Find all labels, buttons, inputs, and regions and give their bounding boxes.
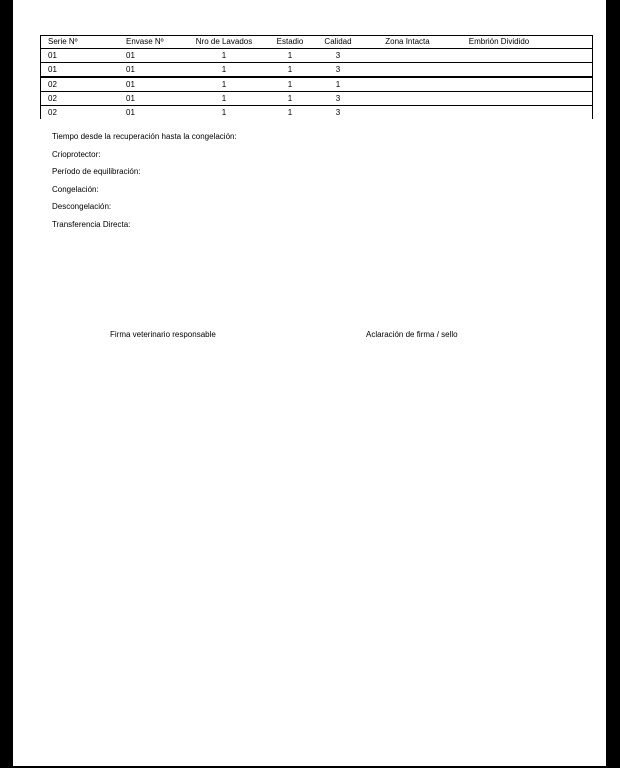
cell-calidad: 1: [335, 80, 341, 89]
cell-embrion-dividido: [455, 106, 543, 120]
cell-zona-intacta: [360, 92, 455, 106]
header-envase: Envase Nº: [126, 37, 164, 46]
header-lavados: Nro de Lavados: [195, 37, 253, 46]
cell-estadio: 1: [287, 94, 293, 103]
cell-embrion-dividido: [455, 92, 543, 106]
cell-lavados: 1: [221, 108, 227, 117]
cell-calidad: 3: [335, 108, 341, 117]
header-estadio: Estadio: [276, 37, 304, 46]
cell-envase: 01: [126, 80, 135, 89]
field-descongelacion: Descongelación:: [52, 202, 112, 211]
cell-lavados: 1: [221, 65, 227, 74]
cell-estadio: 1: [287, 51, 293, 60]
cell-serie: 01: [48, 65, 57, 74]
cell-zona-intacta: [360, 49, 455, 63]
form-fields: [52, 131, 237, 236]
header-spacer: [543, 36, 593, 49]
cell-serie: 02: [48, 94, 57, 103]
field-crioprotector: Crioprotector:: [52, 149, 101, 159]
cell-envase: 01: [126, 65, 135, 74]
cell-zona-intacta: [360, 77, 455, 92]
field-congelacion: Congelación:: [52, 184, 99, 194]
field-tiempo-recuperacion: Tiempo desde la recuperación hasta la congelación:: [52, 132, 237, 141]
table-row: [41, 77, 593, 92]
cell-envase: 01: [126, 108, 135, 117]
cell-lavados: 1: [221, 51, 227, 60]
cell-serie: 02: [48, 80, 57, 89]
field-periodo-equilibracion: Período de equilibración:: [52, 167, 141, 176]
header-serie: Serie Nº: [48, 37, 78, 46]
header-zona-intacta: Zona Intacta: [385, 37, 430, 46]
table-row: [41, 63, 593, 78]
cell-lavados: 1: [221, 94, 227, 103]
cell-embrion-dividido: [455, 77, 543, 92]
table-row: [41, 92, 593, 106]
header-calidad: Calidad: [324, 37, 352, 46]
signature-label-veterinario: Firma veterinario responsable: [110, 330, 216, 339]
cell-calidad: 3: [335, 94, 341, 103]
cell-estadio: 1: [287, 65, 293, 74]
cell-estadio: 1: [287, 80, 293, 89]
cell-embrion-dividido: [455, 63, 543, 78]
cell-lavados: 1: [221, 80, 227, 89]
cell-serie: 01: [48, 51, 57, 60]
cell-serie: 02: [48, 108, 57, 117]
cell-embrion-dividido: [455, 49, 543, 63]
table-header-row: [41, 36, 593, 49]
cell-envase: 01: [126, 94, 135, 103]
embryo-table: [40, 35, 593, 119]
document-page: [13, 0, 606, 766]
header-embrion-dividido: Embrión Dividido: [468, 37, 530, 46]
signature-label-aclaracion: Aclaración de firma / sello: [366, 330, 458, 339]
table-row: [41, 49, 593, 63]
cell-calidad: 3: [335, 51, 341, 60]
table-row: [41, 106, 593, 120]
field-transferencia-directa: Transferencia Directa:: [52, 219, 131, 229]
cell-zona-intacta: [360, 63, 455, 78]
cell-zona-intacta: [360, 106, 455, 120]
cell-envase: 01: [126, 51, 135, 60]
cell-estadio: 1: [287, 108, 293, 117]
cell-calidad: 3: [335, 65, 341, 74]
